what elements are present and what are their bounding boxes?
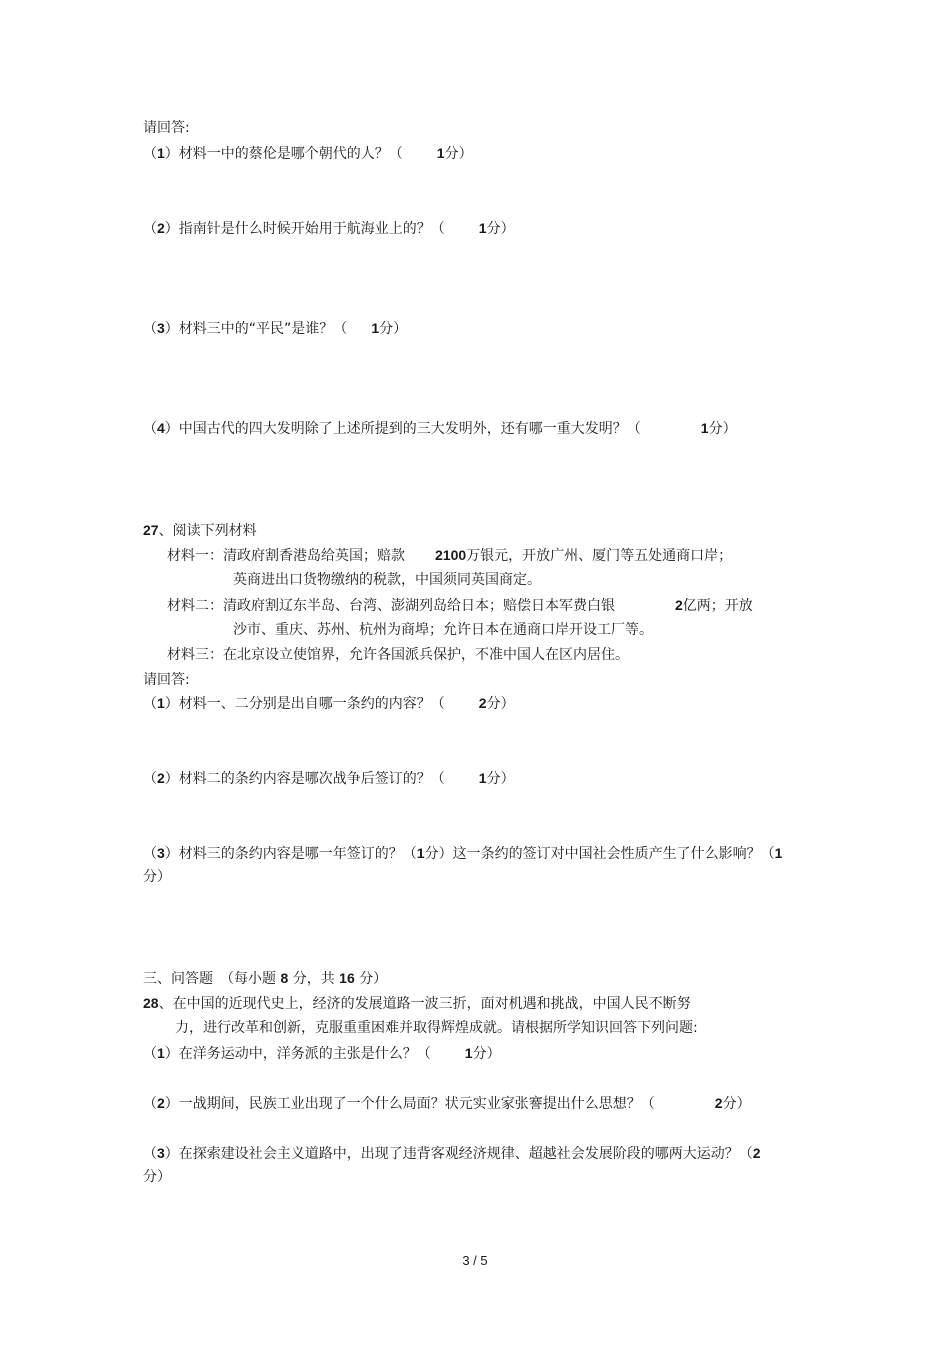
question-28-1: （1）在洋务运动中，洋务派的主张是什么？（ 1分）: [143, 1045, 501, 1062]
material-3: 材料三：在北京设立使馆界，允许各国派兵保护，不准中国人在区内居住。: [167, 647, 629, 663]
question-1-4: （4）中国古代的四大发明除了上述所提到的三大发明外，还有哪一重大发明？（ 1分）: [143, 420, 737, 437]
section-3-heading: 三、问答题 （每小题 8 分，共 16 分）: [143, 970, 388, 987]
question-1-2: （2）指南针是什么时候开始用于航海业上的？（ 1分）: [143, 220, 515, 237]
question-1-3: （3）材料三中的“平民”是谁？（ 1分）: [143, 320, 408, 337]
question-28-2: （2）一战期间，民族工业出现了一个什么局面？状元实业家张謇提出什么思想？（ 2分）: [143, 1095, 751, 1112]
question-27-3: （3）材料三的条约内容是哪一年签订的？（1分）这一条约的签订对中国社会性质产生了什么影响？（1: [143, 845, 783, 862]
answer-prompt-27: 请回答:: [143, 672, 190, 688]
question-28-3: （3）在探索建设社会主义道路中，出现了违背客观经济规律、超越社会发展阶段的哪两大运动？（2: [143, 1145, 761, 1162]
question-27-title: 27、阅读下列材料: [143, 522, 257, 539]
question-28-intro: 28、在中国的近现代史上，经济的发展道路一波三折，面对机遇和挑战，中国人民不断努: [143, 995, 691, 1012]
answer-prompt: 请回答:: [143, 120, 190, 136]
material-1: 材料一：清政府割香港岛给英国；赔款 2100万银元，开放广州、厦门等五处通商口岸；: [167, 547, 733, 564]
question-28-intro-cont: 力，进行改革和创新，克服重重困难并取得辉煌成就。请根据所学知识回答下列问题:: [175, 1020, 698, 1036]
page-number: 3 / 5: [462, 1253, 488, 1268]
question-28-3-cont: 分）: [143, 1169, 171, 1185]
material-1-cont: 英商进出口货物缴纳的税款，中国须同英国商定。: [233, 572, 541, 588]
material-2: 材料二：清政府割辽东半岛、台湾、澎湖列岛给日本；赔偿日本军费白银 2亿两；开放: [167, 597, 753, 614]
question-27-1: （1）材料一、二分别是出自哪一条约的内容？（ 2分）: [143, 695, 515, 712]
question-27-3-cont: 分）: [143, 869, 171, 885]
question-1-1: （1）材料一中的蔡伦是哪个朝代的人？（ 1分）: [143, 145, 473, 162]
question-27-2: （2）材料二的条约内容是哪次战争后签订的？（ 1分）: [143, 770, 515, 787]
material-2-cont: 沙市、重庆、苏州、杭州为商埠；允许日本在通商口岸开设工厂等。: [233, 622, 653, 638]
